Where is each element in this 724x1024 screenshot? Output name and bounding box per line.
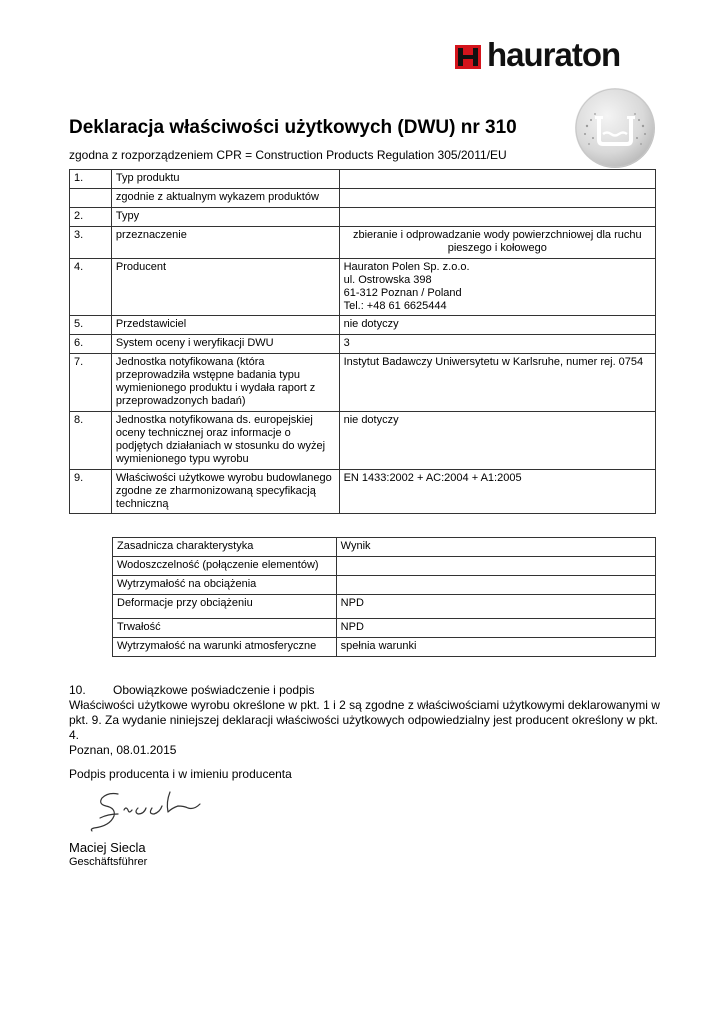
row-label: Jednostka notyfikowana (która przeprowadziła wstępne badania typu wymienionego produktu i wydała raport z przeprowadzonych badań)	[111, 354, 339, 412]
row-number: 5.	[70, 316, 112, 335]
table-row	[113, 619, 656, 638]
brand-logo	[455, 36, 655, 73]
row-value	[339, 208, 655, 227]
row-value: 3	[339, 335, 655, 354]
row-label: Jednostka notyfikowana ds. europejskiej oceny technicznej oraz informacje o podjętych działaniach w stosunku do wyżej wymienionego typu wyrobu	[111, 412, 339, 470]
characteristic-cell: Wytrzymałość na warunki atmosferyczne	[113, 638, 337, 657]
row-number: 7.	[70, 354, 112, 412]
hauraton-logo-icon	[455, 45, 481, 69]
row-label: przeznaczenie	[111, 227, 339, 259]
row-number: 1.	[70, 170, 112, 189]
result-cell	[336, 576, 655, 595]
section-number: 10.	[69, 683, 86, 697]
characteristic-cell: Wodoszczelność (połączenie elementów)	[113, 557, 337, 576]
table-row	[70, 335, 656, 354]
signature-label: Podpis producenta i w imieniu producenta	[69, 767, 292, 781]
table-row	[70, 208, 656, 227]
row-label: zgodnie z aktualnym wykazem produktów	[111, 189, 339, 208]
row-number: 4.	[70, 259, 112, 316]
table-row	[113, 538, 656, 557]
result-cell: NPD	[336, 595, 655, 619]
producer-name: Hauraton Polen Sp. z.o.o.	[343, 261, 470, 273]
table-row	[113, 595, 656, 619]
row-value	[339, 189, 655, 208]
table-row	[70, 316, 656, 335]
result-cell: NPD	[336, 619, 655, 638]
table-row	[113, 557, 656, 576]
place-date: Poznan, 08.01.2015	[69, 743, 177, 757]
table-row	[70, 189, 656, 208]
row-number: 2.	[70, 208, 112, 227]
performance-table	[112, 537, 656, 657]
row-value	[339, 170, 655, 189]
result-cell: spełnia warunki	[336, 638, 655, 657]
characteristic-cell: Deformacje przy obciążeniu	[113, 595, 337, 619]
characteristic-cell: Zasadnicza charakterystyka	[113, 538, 337, 557]
characteristic-cell: Trwałość	[113, 619, 337, 638]
row-number: 3.	[70, 227, 112, 259]
row-value: Instytut Badawczy Uniwersytetu w Karlsruhe, numer rej. 0754	[339, 354, 655, 412]
row-number	[70, 189, 112, 208]
row-value: zbieranie i odprowadzanie wody powierzchniowej dla ruchu pieszego i kołowego	[339, 227, 655, 259]
table-row	[70, 170, 656, 189]
row-value	[339, 259, 655, 316]
row-label: Producent	[111, 259, 339, 316]
section-body: Właściwości użytkowe wyrobu określone w pkt. 1 i 2 są zgodne z właściwościami użytkowymi deklarowanymi w pkt. 9. Za wydanie niniejszej deklaracji właściwości użytkowych odpowiedzialny jest producent określony w pkt. 4.	[69, 698, 660, 742]
row-label: System oceny i weryfikacji DWU	[111, 335, 339, 354]
table-row	[113, 638, 656, 657]
declaration-table	[69, 169, 656, 514]
table-row	[70, 470, 656, 514]
brand-name: hauraton	[487, 36, 621, 73]
row-value: nie dotyczy	[339, 412, 655, 470]
row-value: nie dotyczy	[339, 316, 655, 335]
row-number: 9.	[70, 470, 112, 514]
row-label: Typy	[111, 208, 339, 227]
producer-phone: Tel.: +48 61 6625444	[343, 300, 447, 312]
drainage-channel-icon	[573, 86, 657, 170]
result-cell: Wynik	[336, 538, 655, 557]
row-label: Typ produktu	[111, 170, 339, 189]
table-row	[70, 412, 656, 470]
signer-role: Geschäftsführer	[69, 856, 148, 868]
section-title: Obowiązkowe poświadczenie i podpis	[113, 683, 315, 697]
result-cell	[336, 557, 655, 576]
producer-city: 61-312 Poznan / Poland	[343, 287, 462, 299]
page-subtitle: zgodna z rozporządzeniem CPR = Construction Products Regulation 305/2011/EU	[69, 148, 507, 162]
table-row	[70, 227, 656, 259]
table-row	[113, 576, 656, 595]
row-label: Właściwości użytkowe wyrobu budowlanego zgodne ze zharmonizowaną specyfikacją techniczną	[111, 470, 339, 514]
signer-name: Maciej Siecla	[69, 840, 146, 855]
row-value: EN 1433:2002 + AC:2004 + A1:2005	[339, 470, 655, 514]
table-row	[70, 259, 656, 316]
table-row	[70, 354, 656, 412]
row-number: 8.	[70, 412, 112, 470]
page-title: Deklaracja właściwości użytkowych (DWU) nr 310	[69, 117, 517, 138]
characteristic-cell: Wytrzymałość na obciążenia	[113, 576, 337, 595]
producer-street: ul. Ostrowska 398	[343, 274, 432, 286]
signature-icon	[88, 788, 218, 836]
row-label: Przedstawiciel	[111, 316, 339, 335]
row-number: 6.	[70, 335, 112, 354]
